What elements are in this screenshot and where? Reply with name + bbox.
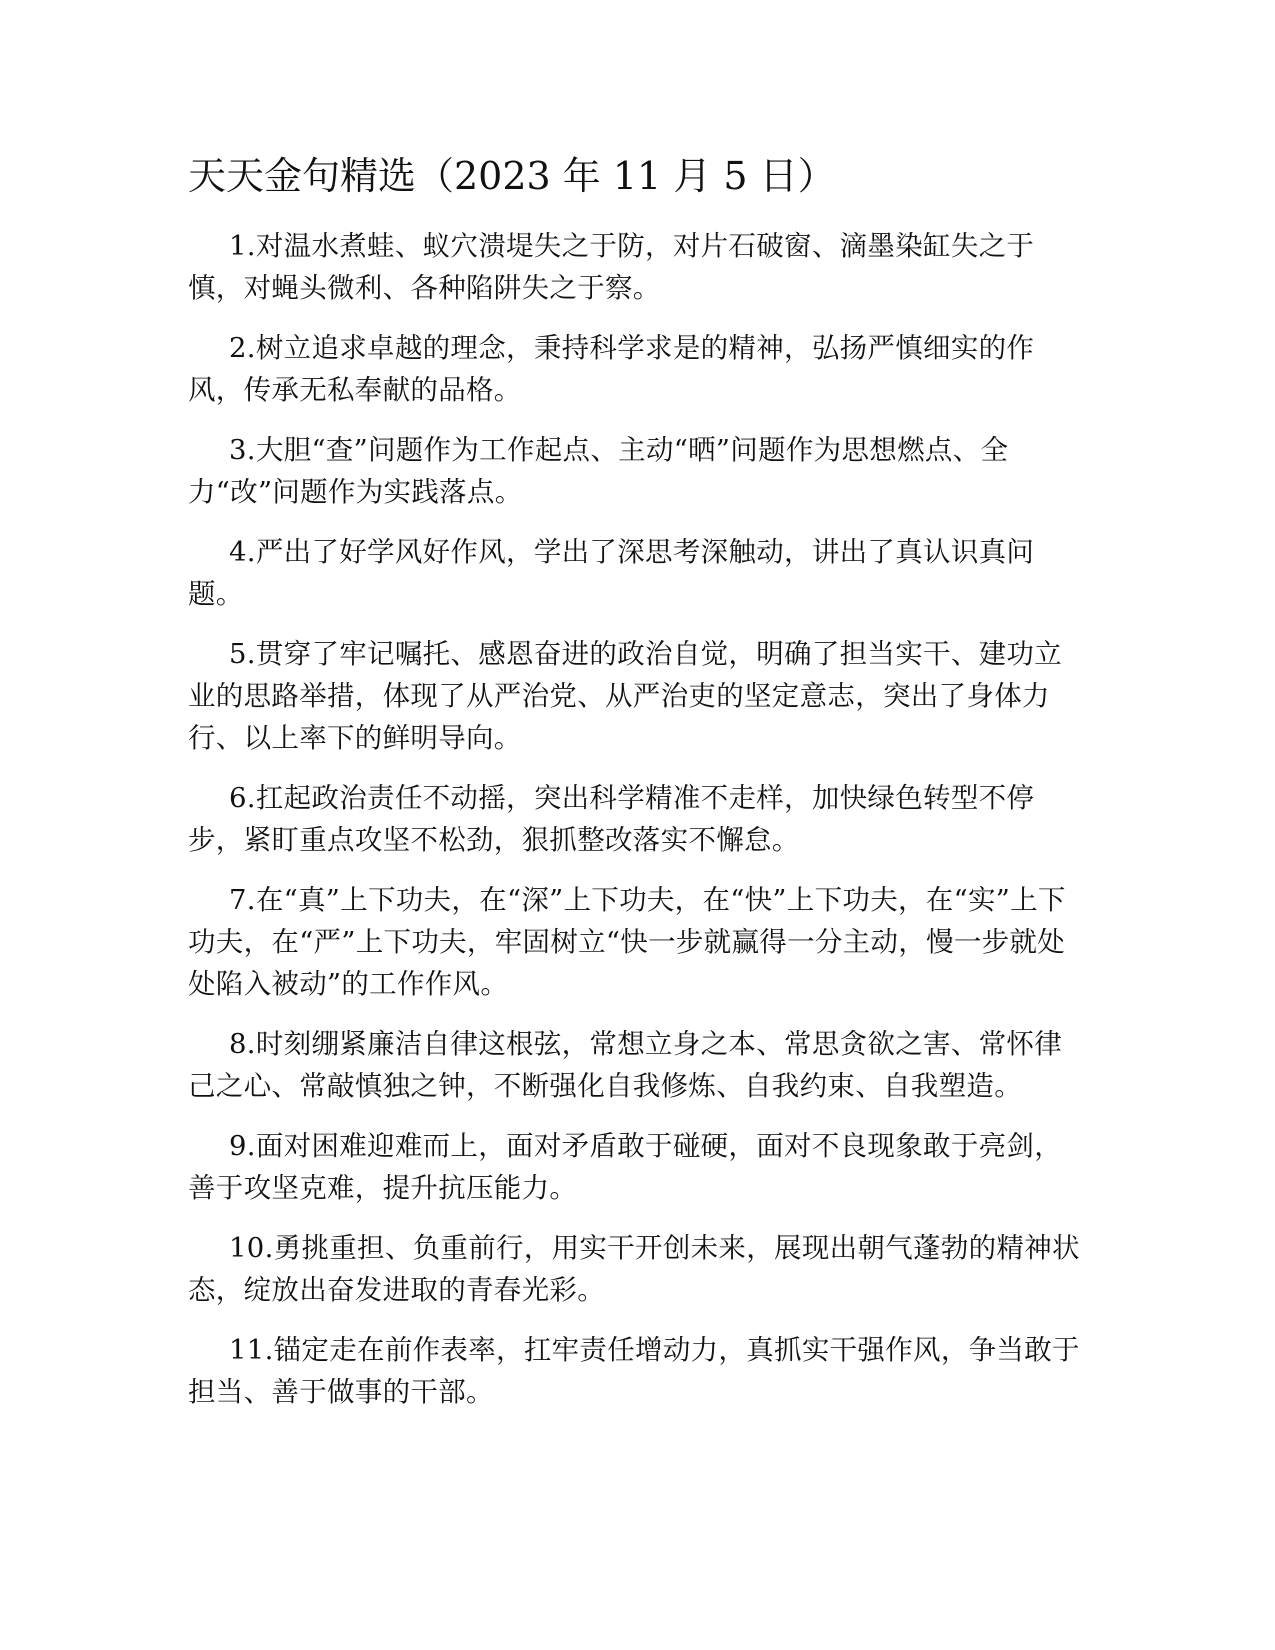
quote-paragraph: 2.树立追求卓越的理念，秉持科学求是的精神，弘扬严慎细实的作风，传承无私奉献的品格。 — [188, 332, 1035, 406]
quote-paragraph: 7.在“真”上下功夫，在“深”上下功夫，在“快”上下功夫，在“实”上下功夫，在“严”上下功夫，牢固树立“快一步就赢得一分主动，慢一步就处处陷入被动”的工作作风。 — [188, 884, 1066, 1000]
quote-paragraph: 9.面对困难迎难而上，面对矛盾敢于碰硬，面对不良现象敢于亮剑，善于攻坚克难，提升抗压能力。 — [188, 1130, 1063, 1204]
quote-paragraph: 11.锚定走在前作表率，扛牢责任增动力，真抓实干强作风，争当敢于担当、善于做事的干部。 — [188, 1334, 1080, 1408]
quote-paragraph: 5.贯穿了牢记嘱托、感恩奋进的政治自觉，明确了担当实干、建功立业的思路举措，体现了从严治党、从严治吏的坚定意志，突出了身体力行、以上率下的鲜明导向。 — [188, 638, 1063, 754]
quote-paragraph: 4.严出了好学风好作风，学出了深思考深触动，讲出了真认识真问题。 — [188, 536, 1035, 610]
quote-paragraph: 1.对温水煮蛙、蚁穴溃堤失之于防，对片石破窗、滴墨染缸失之于慎，对蝇头微利、各种陷阱失之于察。 — [188, 230, 1035, 304]
quote-paragraph: 10.勇挑重担、负重前行，用实干开创未来，展现出朝气蓬勃的精神状态，绽放出奋发进取的青春光彩。 — [188, 1232, 1080, 1306]
quote-paragraph: 8.时刻绷紧廉洁自律这根弦，常想立身之本、常思贪欲之害、常怀律己之心、常敲慎独之钟，不断强化自我修炼、自我约束、自我塑造。 — [188, 1028, 1063, 1102]
document-title: 天天金句精选（2023 年 11 月 5 日） — [188, 154, 836, 198]
quote-paragraph: 3.大胆“查”问题作为工作起点、主动“晒”问题作为思想燃点、全力“改”问题作为实践落点。 — [188, 434, 1009, 508]
quote-paragraph: 6.扛起政治责任不动摇，突出科学精准不走样，加快绿色转型不停步，紧盯重点攻坚不松劲，狠抓整改落实不懈怠。 — [188, 782, 1035, 856]
quote-list — [188, 225, 1088, 1431]
